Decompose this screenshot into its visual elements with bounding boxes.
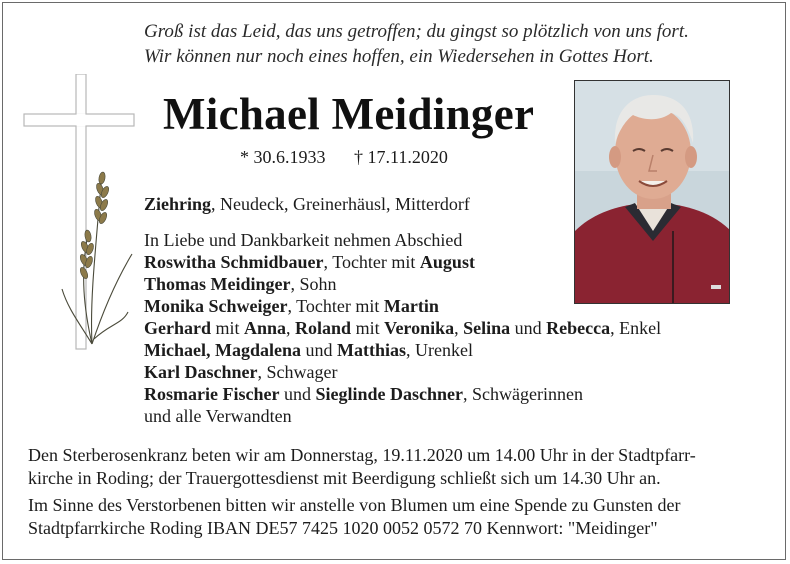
mourner-line-7 bbox=[144, 383, 583, 405]
mourner-line-4 bbox=[144, 317, 661, 339]
donation-paragraph bbox=[28, 494, 768, 540]
rosary-line-2: kirche in Roding; der Trauergottesdienst mit Beerdigung schließt sich um 14.30 Uhr an. bbox=[28, 468, 661, 488]
residence-rest: , Neudeck, Greinerhäusl, Mitterdorf bbox=[211, 194, 470, 214]
mourner-line-6 bbox=[144, 361, 337, 383]
donation-line-1: Im Sinne des Verstorbenen bitten wir anstelle von Blumen um eine Spende zu Gunsten der bbox=[28, 495, 681, 515]
intro-line: In Liebe und Dankbarkeit nehmen Abschied bbox=[144, 230, 463, 250]
mourner-line-3 bbox=[144, 295, 439, 317]
mourner-line-8: und alle Verwandten bbox=[144, 406, 292, 426]
mourner-name: Michael, Magdalena bbox=[144, 340, 301, 360]
mourner-name: Roland bbox=[295, 318, 352, 338]
relation-text: mit bbox=[211, 318, 245, 338]
relation-text: , Tochter mit bbox=[323, 252, 420, 272]
portrait-photo bbox=[574, 80, 730, 304]
relation-text: , Urenkel bbox=[405, 340, 473, 360]
relation-text: und bbox=[300, 340, 337, 360]
mourner-name: Monika Schweiger bbox=[144, 296, 288, 316]
mourner-name: Veronika bbox=[384, 318, 455, 338]
relation-text: und bbox=[279, 384, 316, 404]
relation-text: , bbox=[454, 318, 464, 338]
mourner-line-1 bbox=[144, 251, 475, 273]
mourner-name: Matthias bbox=[336, 340, 406, 360]
relation-text: , Schwager bbox=[257, 362, 338, 382]
mourner-name: Martin bbox=[383, 296, 439, 316]
mourner-name: Roswitha Schmidbauer bbox=[144, 252, 324, 272]
relation-text: mit bbox=[351, 318, 385, 338]
relation-text: , Sohn bbox=[290, 274, 337, 294]
deceased-name: Michael Meidinger bbox=[163, 89, 535, 139]
rosary-paragraph bbox=[28, 444, 768, 490]
birth-date: * 30.6.1933 bbox=[240, 147, 326, 167]
mourner-name: August bbox=[419, 252, 475, 272]
mourner-line-2 bbox=[144, 273, 337, 295]
relation-text: , Enkel bbox=[610, 318, 662, 338]
quote-line-1: Groß ist das Leid, das uns getroffen; du gingst so plötzlich von uns fort. bbox=[144, 21, 689, 42]
death-date: † 17.11.2020 bbox=[354, 147, 448, 167]
mourner-name: Rosmarie Fischer bbox=[144, 384, 280, 404]
residence-line bbox=[144, 193, 470, 215]
quote-line-2: Wir können nur noch eines hoffen, ein Wiedersehen in Gottes Hort. bbox=[144, 46, 654, 67]
relation-text: , Schwägerinnen bbox=[462, 384, 583, 404]
mourner-name: Thomas Meidinger bbox=[144, 274, 291, 294]
relation-text: , Tochter mit bbox=[287, 296, 384, 316]
relation-text: und bbox=[510, 318, 547, 338]
relation-text: , bbox=[286, 318, 296, 338]
mourner-name: Sieglinde Daschner bbox=[315, 384, 463, 404]
mourner-name: Gerhard bbox=[144, 318, 211, 338]
donation-line-2: Stadtpfarrkirche Roding IBAN DE57 7425 1020 0052 0572 70 Kennwort: "Meidinger" bbox=[28, 518, 658, 538]
portrait-image bbox=[575, 81, 730, 304]
mourner-line-5 bbox=[144, 339, 473, 361]
mourner-name: Karl Daschner bbox=[144, 362, 258, 382]
mourner-name: Selina bbox=[463, 318, 511, 338]
mourner-name: Rebecca bbox=[546, 318, 611, 338]
life-dates bbox=[240, 147, 472, 168]
mourner-name: Anna bbox=[244, 318, 287, 338]
rosary-line-1: Den Sterberosenkranz beten wir am Donnerstag, 19.11.2020 um 14.00 Uhr in der Stadtpfarr- bbox=[28, 445, 696, 465]
residence-main: Ziehring bbox=[144, 194, 212, 214]
cross-with-wheat-icon bbox=[22, 74, 142, 354]
memorial-quote bbox=[144, 19, 689, 69]
